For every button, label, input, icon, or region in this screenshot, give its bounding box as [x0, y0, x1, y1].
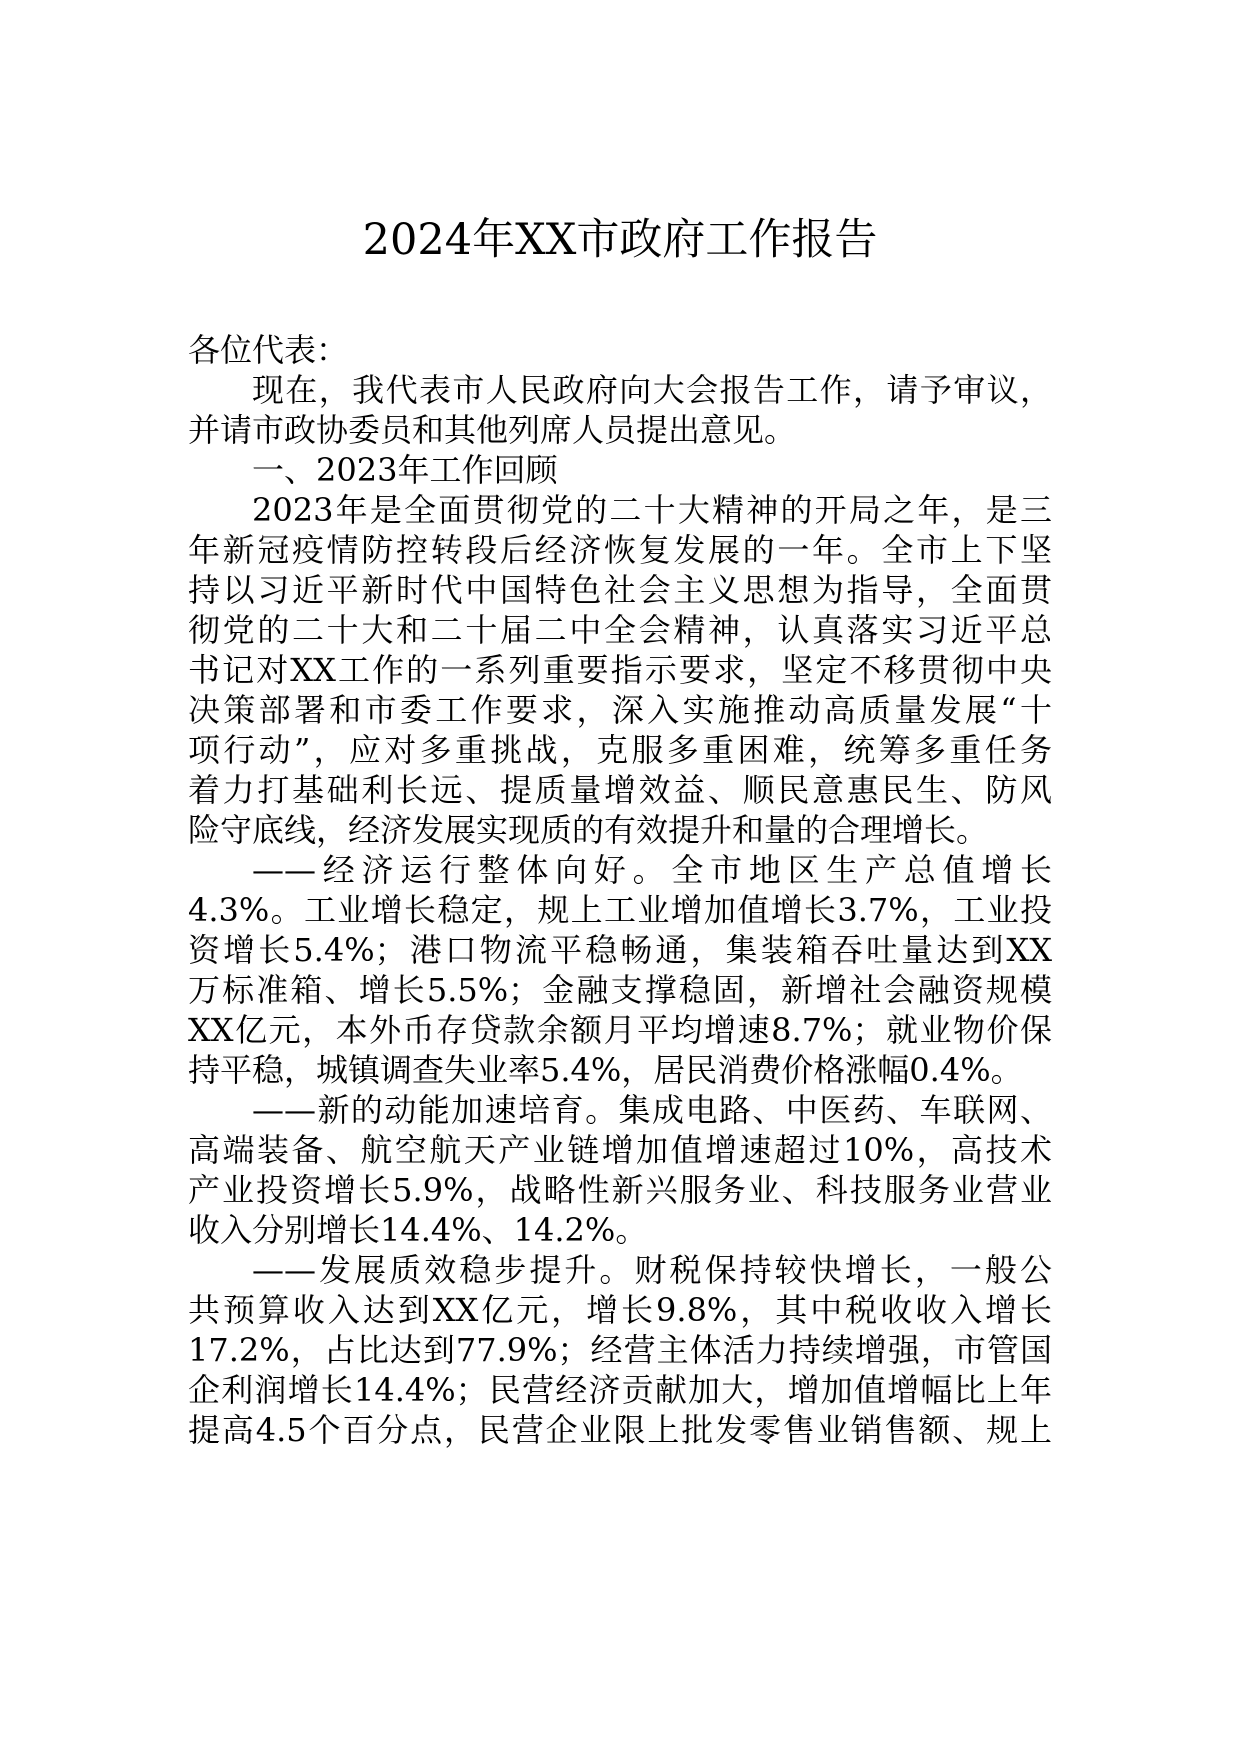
text-line: 17.2%，占比达到77.9%；经营主体活力持续增强，市管国 — [188, 1331, 1052, 1369]
text-line: 项行动”，应对多重挑战，克服多重困难，统筹多重任务 — [188, 731, 1052, 769]
text-line: 各位代表： — [188, 331, 349, 369]
text-line: 现在，我代表市人民政府向大会报告工作，请予审议， — [252, 371, 1052, 409]
document-title: 2024年XX市政府工作报告 — [362, 215, 878, 265]
text-line: 4.3%。工业增长稳定，规上工业增加值增长3.7%，工业投 — [188, 891, 1052, 929]
text-line: 企利润增长14.4%；民营经济贡献加大，增加值增幅比上年 — [188, 1371, 1052, 1409]
document-body — [188, 330, 1052, 1450]
text-line: 持以习近平新时代中国特色社会主义思想为指导，全面贯 — [188, 571, 1052, 609]
text-line: 2023年是全面贯彻党的二十大精神的开局之年，是三 — [252, 491, 1052, 529]
text-line: 决策部署和市委工作要求，深入实施推动高质量发展“十 — [188, 691, 1052, 729]
text-line: 年新冠疫情防控转段后经济恢复发展的一年。全市上下坚 — [188, 531, 1052, 569]
text-line: 彻党的二十大和二十届二中全会精神，认真落实习近平总 — [188, 611, 1052, 649]
text-line: 高端装备、航空航天产业链增加值增速超过10%，高技术 — [188, 1131, 1052, 1169]
text-line: ——新的动能加速培育。集成电路、中医药、车联网、 — [252, 1091, 1052, 1129]
text-line: 着力打基础利长远、提质量增效益、顺民意惠民生、防风 — [188, 771, 1052, 809]
text-line: 持平稳，城镇调查失业率5.4%，居民消费价格涨幅0.4%。 — [188, 1051, 1023, 1089]
text-line: 产业投资增长5.9%，战略性新兴服务业、科技服务业营业 — [188, 1171, 1052, 1209]
text-line: ——发展质效稳步提升。财税保持较快增长，一般公 — [252, 1251, 1052, 1289]
text-line: 一、2023年工作回顾 — [252, 451, 558, 489]
text-line: ——经济运行整体向好。全市地区生产总值增长 — [252, 851, 1052, 889]
text-line: 书记对XX工作的一系列重要指示要求，坚定不移贯彻中央 — [188, 651, 1052, 689]
text-line: 险守底线，经济发展实现质的有效提升和量的合理增长。 — [188, 811, 989, 849]
text-line: 并请市政协委员和其他列席人员提出意见。 — [188, 411, 797, 449]
text-line: 提高4.5个百分点，民营企业限上批发零售业销售额、规上 — [188, 1411, 1052, 1449]
text-line: XX亿元，本外币存贷款余额月平均增速8.7%；就业物价保 — [188, 1011, 1052, 1049]
text-line: 共预算收入达到XX亿元，增长9.8%，其中税收收入增长 — [188, 1291, 1052, 1329]
text-line: 收入分别增长14.4%、14.2%。 — [188, 1211, 648, 1249]
text-line: 资增长5.4%；港口物流平稳畅通，集装箱吞吐量达到XX — [188, 931, 1052, 969]
text-line: 万标准箱、增长5.5%；金融支撑稳固，新增社会融资规模 — [188, 971, 1052, 1009]
